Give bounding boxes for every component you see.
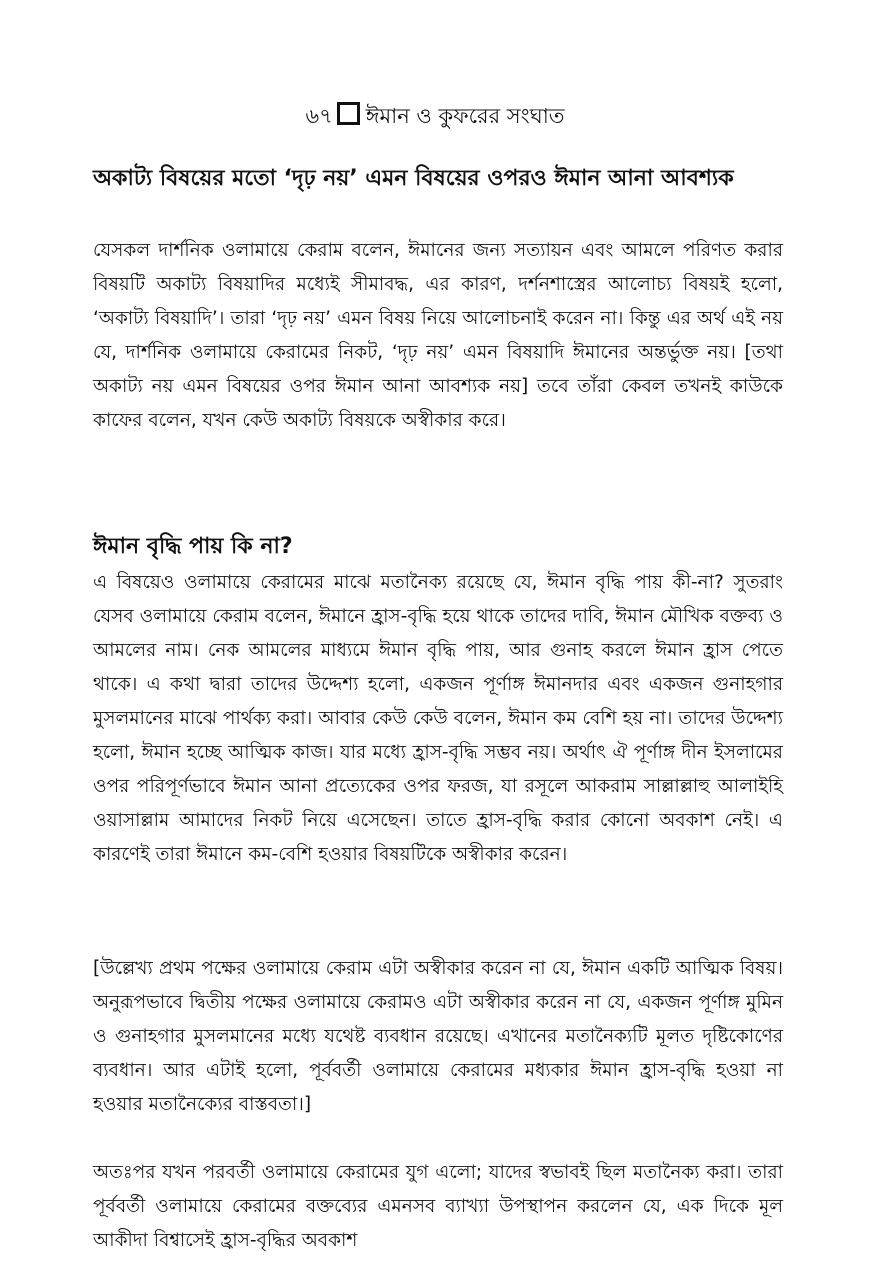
book-title: ঈমান ও কুফরের সংঘাত xyxy=(365,104,565,128)
page-number: ৬৭ xyxy=(305,104,333,128)
paragraph-philosophers: যেসকল দার্শনিক ওলামায়ে কেরাম বলেন, ঈমানের জন্য সত্যায়ন এবং আমলে পরিণত করার বিষয়টি অকাট্য বিষয়াদির মধ্যেই সীমাবদ্ধ, এর কারণ, দর্শনশাস্ত্রের আলোচ্য বিষয়ই হলো, ‘অকাট্য বিষয়াদি’। তারা ‘দৃঢ় নয়’ এমন বিষয় নিয়ে আলোচনাই করেন না। কিন্তু এর অর্থ এই নয় যে, দার্শনিক ওলামায়ে কেরামের নিকট, ‘দৃঢ় নয়’ এমন বিষয়াদি ঈমানের অন্তর্ভুক্ত নয়। [তথা অকাট্য নয় এমন বিষয়ের ওপর ঈমান আনা আবশ্যক নয়] তবে তাঁরা কেবল তখনই কাউকে কাফের বলেন, যখন কেউ অকাট্য বিষয়কে অস্বীকার করে। xyxy=(93,240,783,431)
section-heading-faith-increase: ঈমান বৃদ্ধি পায় কি না? xyxy=(93,534,293,559)
paragraph-later-scholars: অতঃপর যখন পরবর্তী ওলামায়ে কেরামের যুগ এলো; যাদের স্বভাবই ছিল মতানৈক্য করা। তারা পূর্ববর্তী ওলামায়ে কেরামের বক্তব্যের এমনসব ব্যাখ্যা উপস্থাপন করলেন যে, এক দিকে মূল আকীদা বিশ্বাসেই হ্রাস-বৃদ্ধির অবকাশ xyxy=(93,1162,783,1251)
paragraph-bracketed-note: [উল্লেখ্য প্রথম পক্ষের ওলামায়ে কেরাম এটা অস্বীকার করেন না যে, ঈমান একটি আত্মিক বিষয়। অনুরূপভাবে দ্বিতীয় পক্ষের ওলামায়ে কেরামও এটা অস্বীকার করেন না যে, একজন পূর্ণাঙ্গ মুমিন ও গুনাহগার মুসলমানের মধ্যে যথেষ্ট ব্যবধান রয়েছে। এখানের মতানৈক্যটি মূলত দৃষ্টিকোণের ব্যবধান। আর এটাই হলো, পূর্ববর্তী ওলামায়ে কেরামের মধ্যকার ঈমান হ্রাস-বৃদ্ধি হওয়া না হওয়ার মতানৈক্যের বাস্তবতা।] xyxy=(93,958,783,1115)
square-bullet-icon xyxy=(337,102,360,125)
running-header xyxy=(0,100,870,132)
paragraph-scholars-disagreement: এ বিষয়েও ওলামায়ে কেরামের মাঝে মতানৈক্য রয়েছে যে, ঈমান বৃদ্ধি পায় কী-না? সুতরাং যেসব ওলামায়ে কেরাম বলেন, ঈমানে হ্রাস-বৃদ্ধি হয়ে থাকে তাদের দাবি, ঈমান মৌখিক বক্তব্য ও আমলের নাম। নেক আমলের মাধ্যমে ঈমান বৃদ্ধি পায়, আর গুনাহ করলে ঈমান হ্রাস পেতে থাকে। এ কথা দ্বারা তাদের উদ্দেশ্য হলো, একজন পূর্ণাঙ্গ ঈমানদার এবং একজন গুনাহগার মুসলমানের মাঝে পার্থক্য করা। আবার কেউ কেউ বলেন, ঈমান কম বেশি হয় না। তাদের উদ্দেশ্য হলো, ঈমান হচ্ছে আত্মিক কাজ। যার মধ্যে হ্রাস-বৃদ্ধি সম্ভব নয়। অর্থাৎ ঐ পূর্ণাঙ্গ দীন ইসলামের ওপর পরিপূর্ণভাবে ঈমান আনা প্রত্যেকের ওপর ফরজ, যা রসূলে আকরাম সাল্লাল্লাহু আলাইহি ওয়াসাল্লাম আমাদের নিকট নিয়ে এসেছেন। তাতে হ্রাস-বৃদ্ধি করার কোনো অবকাশ নেই। এ কারণেই তারা ঈমানে কম-বেশি হওয়ার বিষয়টিকে অস্বীকার করেন। xyxy=(93,572,783,865)
section-heading-faith-in-non-definitive: অকাট্য বিষয়ের মতো ‘দৃঢ় নয়’ এমন বিষয়ের ওপরও ঈমান আনা আবশ্যক xyxy=(93,166,734,191)
